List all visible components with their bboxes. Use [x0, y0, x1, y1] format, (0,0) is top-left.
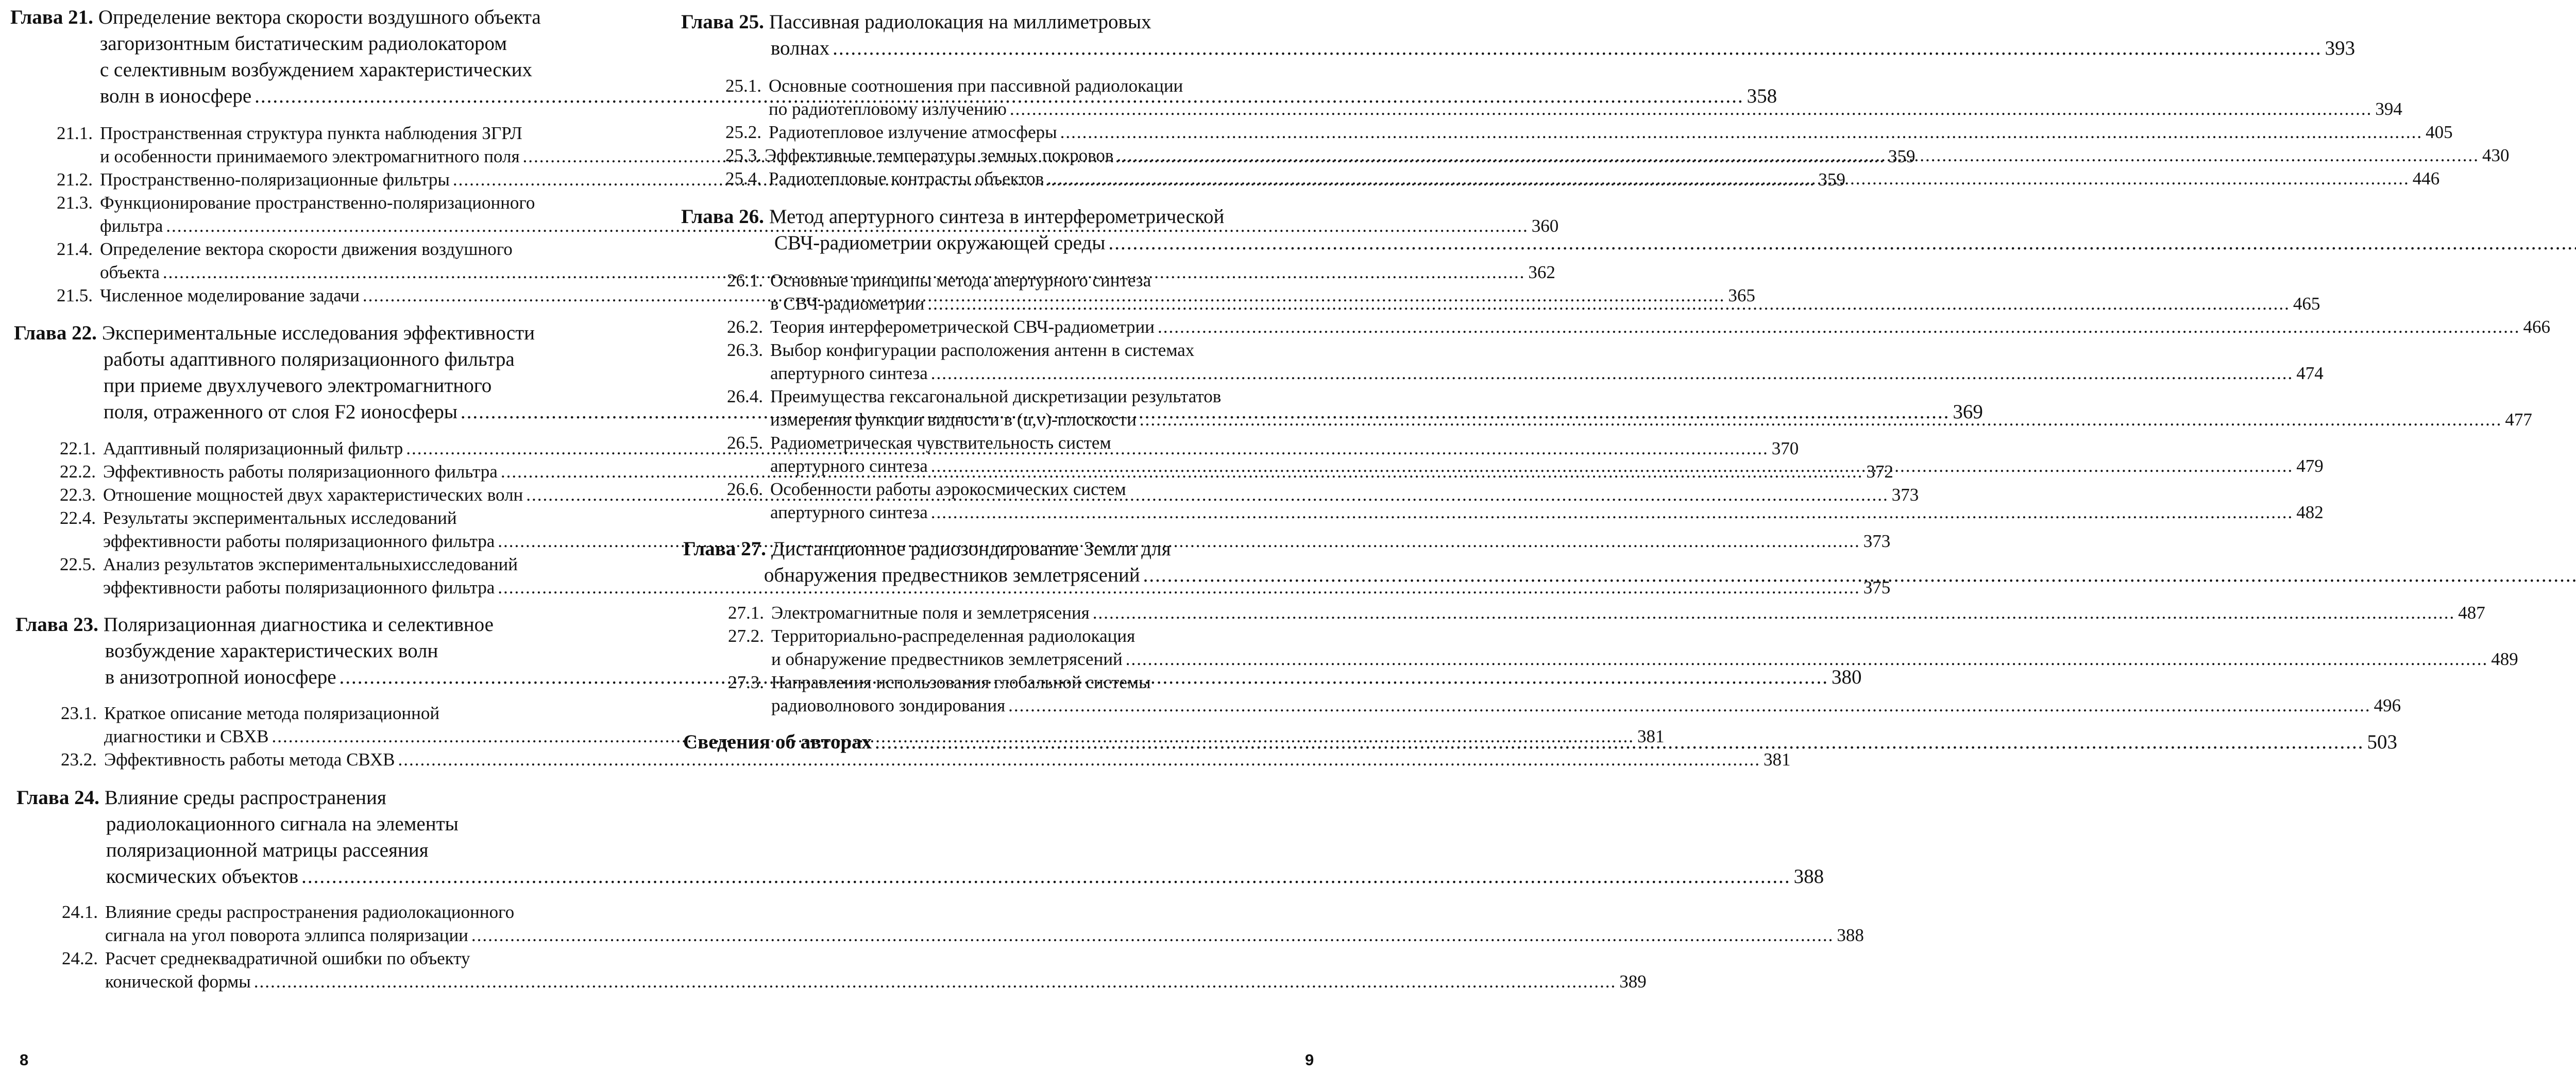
page-number-left: 8	[20, 1051, 29, 1069]
toc-section-24-1	[62, 900, 1864, 947]
section-title-line: фильтра	[100, 216, 163, 236]
section-number: 21.3.	[57, 193, 93, 213]
section-title-line: Расчет среднеквадратичной ошибки по объекту	[105, 948, 470, 968]
leader-dots	[1116, 144, 2479, 167]
section-title-line: Основные соотношения при пассивной радиолокации	[769, 76, 1183, 96]
section-number: 26.3.	[727, 340, 763, 360]
chapter-title-line: Пассивная радиолокация на миллиметровых	[769, 11, 1151, 33]
chapter-24-heading	[16, 785, 1824, 890]
section-page: 479	[2296, 456, 2324, 476]
section-number: 24.1.	[62, 902, 98, 922]
leader-dots	[1158, 315, 2520, 338]
section-title-line: эффективности работы поляризационного фильтра	[103, 531, 495, 551]
section-page: 362	[1528, 262, 1555, 282]
section-title-line: диагностики и СВХВ	[104, 726, 269, 746]
section-title-line: Особенности работы аэрокосмических систем	[770, 479, 1126, 499]
section-number: 25.2.	[725, 122, 761, 142]
section-page: 359	[1888, 146, 1916, 166]
section-title-line: Отношение мощностей двух характеристических волн	[103, 485, 523, 505]
section-page: 487	[2458, 603, 2485, 623]
section-title-line: апертурного синтеза	[770, 502, 928, 522]
section-page: 405	[2426, 122, 2453, 142]
leader-dots	[471, 924, 1834, 947]
section-title-line: апертурного синтеза	[770, 363, 928, 383]
section-title-line: Радиотепловое излучение атмосферы	[769, 122, 1057, 142]
chapter-title-line: Экспериментальные исследования эффективности	[101, 322, 535, 344]
section-number: 26.2.	[727, 317, 763, 337]
chapter-title-line: с селективным возбуждением характеристических	[99, 59, 533, 81]
section-page: 496	[2374, 695, 2401, 715]
section-number: 21.4.	[57, 239, 93, 259]
section-number: 25.4.	[725, 168, 761, 189]
section-title-line: Направления использования глобальной системы	[771, 672, 1151, 692]
section-number: 23.1.	[61, 703, 97, 723]
section-page: 388	[1837, 925, 1864, 945]
section-title-line: Численное моделирование задачи	[100, 285, 360, 305]
section-page: 466	[2523, 317, 2551, 337]
chapter-label: Глава 23.	[15, 613, 98, 636]
leader-dots	[931, 501, 2294, 524]
section-number: 26.4.	[727, 386, 763, 406]
section-title-line: Эффективные температуры земных покровов	[765, 145, 1114, 165]
section-number: 21.1.	[57, 123, 93, 143]
section-number: 27.3.	[728, 672, 764, 692]
leader-dots	[1143, 562, 2576, 588]
section-title-line: Теория интерферометрической СВЧ-радиометрии	[770, 317, 1155, 337]
section-title-line: эффективности работы поляризационного фильтра	[103, 577, 495, 598]
section-number: 24.2.	[62, 948, 98, 968]
chapter-title-line: обнаружения предвестников землетрясений	[764, 564, 1140, 586]
section-page: 394	[2375, 99, 2402, 119]
section-title-line: Влияние среды распространения радиолокационного	[105, 902, 515, 922]
page-number-right: 9	[1305, 1051, 1314, 1069]
chapter-title-line: волнах	[770, 37, 830, 59]
section-title-line: и особенности принимаемого электромагнитного поля	[100, 146, 520, 166]
section-number: 22.4.	[60, 508, 96, 528]
section-title-line: апертурного синтеза	[770, 456, 928, 476]
section-number: 27.2.	[728, 626, 764, 646]
section-title-line: Территориально-распределенная радиолокация	[771, 626, 1136, 646]
section-page: 381	[1764, 749, 1791, 770]
section-title-line: Преимущества гексагональной дискретизации результатов	[770, 386, 1222, 406]
chapter-label: Глава 24.	[16, 787, 99, 809]
chapter-page: 380	[1832, 666, 1862, 688]
section-page: 482	[2296, 502, 2324, 522]
chapter-label: Глава 22.	[14, 322, 97, 344]
section-title-line: Радиотепловые контрасты объектов	[769, 168, 1044, 189]
chapter-title-line: поля, отраженного от слоя F2 ионосферы	[103, 401, 457, 423]
chapter-title-line: Дистанционное радиозондирование Земли для	[771, 538, 1171, 560]
section-title-line: в СВЧ-радиометрии	[770, 294, 925, 314]
toc-section-26-3	[727, 338, 2324, 385]
chapter-title-line: Определение вектора скорости воздушного объекта	[98, 6, 541, 28]
section-page: 474	[2296, 363, 2324, 383]
chapter-title-line: волн в ионосфере	[99, 85, 252, 107]
section-title-line: сигнала на угол поворота эллипса поляризации	[105, 925, 468, 945]
chapter-title-line: СВЧ-радиометрии окружающей среды	[774, 232, 1106, 254]
section-page: 365	[1728, 285, 1755, 305]
section-page: 446	[2412, 168, 2440, 189]
section-title-line: Пространственная структура пункта наблюдения ЗГРЛ	[100, 123, 522, 143]
chapter-label: Глава 26.	[681, 206, 764, 228]
leader-dots	[1126, 647, 2488, 671]
section-page: 465	[2293, 294, 2320, 314]
chapter-page: 393	[2325, 37, 2355, 59]
section-title-line: Эффективность работы поляризационного фильтра	[103, 462, 498, 482]
section-title-line: Основные принципы метода апертурного синтеза	[770, 270, 1151, 291]
leader-dots	[833, 35, 2322, 61]
toc-section-27-1	[728, 601, 2485, 624]
section-number: 21.5.	[57, 285, 93, 305]
section-title-line: Адаптивный поляризационный фильтр	[103, 438, 403, 458]
section-number: 22.5.	[60, 554, 96, 574]
chapter-label: Глава 25.	[681, 11, 764, 33]
section-title-line: Анализ результатов экспериментальныхисследований	[103, 554, 518, 574]
section-title-line: Выбор конфигурации расположения антенн в системах	[770, 340, 1195, 360]
section-number: 21.2.	[57, 169, 93, 190]
section-title-line: Определение вектора скорости движения воздушного	[100, 239, 513, 259]
section-number: 25.3.	[725, 145, 761, 165]
section-title-line: Результаты экспериментальных исследований	[103, 508, 457, 528]
chapter-page: 388	[1793, 865, 1824, 888]
section-page: 373	[1863, 531, 1891, 551]
chapter-title-line: Влияние среды распространения	[104, 787, 386, 809]
leader-dots	[1140, 408, 2502, 431]
chapter-label: Глава 27.	[683, 538, 766, 560]
leader-dots	[1060, 121, 2423, 144]
chapter-page: 358	[1747, 85, 1777, 107]
leader-dots	[301, 863, 1791, 890]
section-page: 389	[1619, 971, 1647, 992]
section-number: 27.1.	[728, 603, 764, 623]
section-page: 489	[2491, 649, 2518, 669]
chapter-title-line: возбуждение характеристических волн	[105, 640, 438, 662]
section-page: 381	[1637, 726, 1665, 746]
chapter-27-heading	[683, 536, 1321, 588]
section-title-line: измерения функции видности в (u,v)-плоскости	[770, 410, 1137, 430]
chapter-title-line: загоризонтным бистатическим радиолокатором	[99, 32, 507, 55]
section-number: 26.6.	[727, 479, 763, 499]
section-title-line: и обнаружение предвестников землетрясений	[771, 649, 1123, 669]
section-title-line: Радиометрическая чувствительность систем	[770, 433, 1111, 453]
authors-label: Сведения об авторах	[683, 731, 872, 753]
section-title-line: по радиотепловому излучению	[769, 99, 1007, 119]
leader-dots	[931, 454, 2294, 478]
section-number: 22.2.	[60, 462, 96, 482]
chapter-title-line: Метод апертурного синтеза в интерферометрической	[769, 206, 1225, 228]
toc-section-27-2	[728, 624, 2518, 671]
leader-dots	[1010, 97, 2372, 121]
section-number: 26.1.	[727, 270, 763, 291]
chapter-26-heading	[681, 203, 1320, 256]
chapter-title-line: поляризационной матрицы рассеяния	[106, 839, 429, 861]
section-title-line: Пространственно-поляризационные фильтры	[100, 169, 450, 190]
section-title-line: Функционирование пространственно-поляризационного	[100, 193, 535, 213]
section-title-line: Электромагнитные поля и землетрясения	[771, 603, 1090, 623]
leader-dots	[254, 970, 1617, 993]
toc-section-25-2	[725, 121, 2453, 144]
chapter-title-line: при приеме двухлучевого электромагнитного	[103, 374, 492, 397]
section-page: 477	[2505, 410, 2532, 430]
section-number: 23.2.	[61, 749, 97, 770]
section-number: 22.1.	[60, 438, 96, 458]
chapter-title-line: Поляризационная диагностика и селективное	[103, 613, 494, 636]
chapter-page: 369	[1953, 401, 1983, 423]
section-title-line: объекта	[100, 262, 160, 282]
leader-dots	[1108, 230, 2576, 256]
chapter-label: Глава 21.	[10, 6, 93, 28]
section-title-line: радиоволнового зондирования	[771, 695, 1006, 715]
section-number: 25.1.	[725, 76, 761, 96]
section-page: 430	[2482, 145, 2510, 165]
section-page: 359	[1818, 169, 1845, 190]
leader-dots	[927, 292, 2290, 315]
section-page: 360	[1531, 216, 1559, 236]
leader-dots	[875, 729, 2364, 755]
chapter-title-line: в анизотропной ионосфере	[105, 666, 336, 688]
toc-section-26-2	[727, 315, 2551, 338]
section-number: 22.3.	[60, 485, 96, 505]
toc-section-24-2	[62, 947, 1647, 993]
leader-dots	[1047, 167, 2410, 190]
leader-dots	[1008, 694, 2371, 717]
leader-dots	[931, 362, 2294, 385]
chapter-25-heading	[681, 9, 2355, 61]
section-page: 373	[1891, 485, 1919, 505]
section-page: 375	[1863, 577, 1891, 598]
section-number: 26.5.	[727, 433, 763, 453]
section-page: 370	[1771, 438, 1799, 458]
leader-dots	[1093, 601, 2455, 624]
authors-page: 503	[2367, 731, 2398, 753]
section-title-line: конической формы	[105, 971, 251, 992]
chapter-title-line: радиолокационного сигнала на элементы	[106, 813, 459, 835]
section-page: 372	[1866, 462, 1893, 482]
chapter-title-line: космических объектов	[106, 865, 299, 888]
toc-section-23-2	[61, 748, 1791, 771]
section-title-line: Эффективность работы метода СВХВ	[104, 749, 395, 770]
section-title-line: Краткое описание метода поляризационной	[104, 703, 440, 723]
chapter-title-line: работы адаптивного поляризационного фильтра	[103, 348, 515, 370]
